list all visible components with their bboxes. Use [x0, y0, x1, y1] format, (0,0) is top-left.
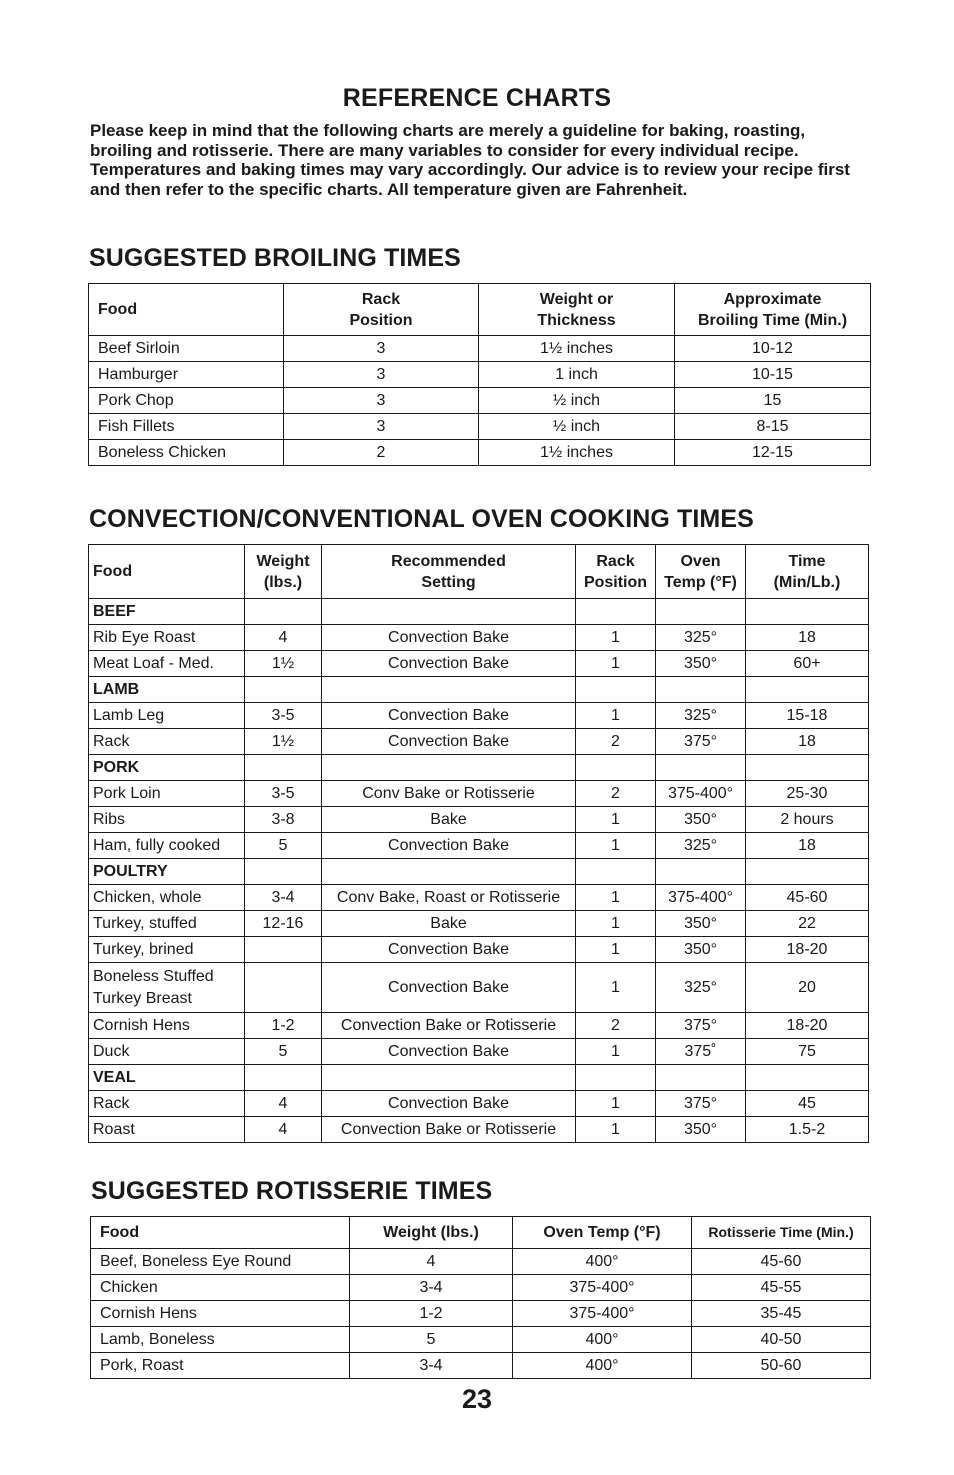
broiling-cell-rack: 3 — [284, 336, 479, 362]
convection-cell-rack: 1 — [576, 963, 656, 1013]
convection-cell-temp: 375-400° — [656, 885, 746, 911]
convection-header-temp: Oven Temp (°F) — [656, 545, 746, 599]
broiling-table — [88, 283, 871, 466]
convection-cell-setting — [322, 1065, 576, 1091]
convection-header-row — [89, 545, 869, 599]
rotisserie-table-row — [91, 1275, 871, 1301]
convection-header-time: Time (Min/Lb.) — [746, 545, 869, 599]
convection-cell-time: 22 — [746, 911, 869, 937]
convection-cell-rack: 2 — [576, 729, 656, 755]
convection-cell-weight — [245, 599, 322, 625]
convection-table-row — [89, 781, 869, 807]
convection-table-row — [89, 1091, 869, 1117]
rotisserie-table-row — [91, 1249, 871, 1275]
rotisserie-cell-temp: 400° — [513, 1249, 692, 1275]
convection-cell-time: 60+ — [746, 651, 869, 677]
convection-cell-time: 18-20 — [746, 937, 869, 963]
convection-cell-time — [746, 677, 869, 703]
convection-header-weight: Weight (lbs.) — [245, 545, 322, 599]
rotisserie-header-food: Food — [91, 1217, 350, 1249]
convection-cell-temp — [656, 677, 746, 703]
convection-cell-time: 45-60 — [746, 885, 869, 911]
convection-cell-weight — [245, 755, 322, 781]
convection-cell-food: Rack — [89, 729, 245, 755]
broiling-cell-time: 10-15 — [675, 362, 871, 388]
convection-cell-time: 75 — [746, 1039, 869, 1065]
rotisserie-title: SUGGESTED ROTISSERIE TIMES — [91, 1177, 493, 1205]
broiling-header-weight: Weight or Thickness — [479, 284, 675, 336]
convection-title: CONVECTION/CONVENTIONAL OVEN COOKING TIMES — [89, 505, 754, 533]
convection-table-row — [89, 963, 869, 1013]
convection-cell-food: Pork Loin — [89, 781, 245, 807]
broiling-cell-weight: 1 inch — [479, 362, 675, 388]
page-number: 23 — [461, 1384, 493, 1414]
broiling-cell-rack: 2 — [284, 440, 479, 466]
convection-cell-setting: Bake — [322, 807, 576, 833]
convection-cell-food: Lamb Leg — [89, 703, 245, 729]
broiling-table-row — [89, 414, 871, 440]
convection-cell-temp: 350° — [656, 1117, 746, 1143]
rotisserie-cell-weight: 5 — [350, 1327, 513, 1353]
convection-cell-temp: 375˚ — [656, 1039, 746, 1065]
convection-cell-temp: 350° — [656, 807, 746, 833]
convection-cell-temp: 375° — [656, 729, 746, 755]
convection-cell-weight: 4 — [245, 625, 322, 651]
convection-cell-temp: 325° — [656, 833, 746, 859]
convection-cell-weight: 5 — [245, 1039, 322, 1065]
convection-cell-food: Chicken, whole — [89, 885, 245, 911]
convection-cell-setting: Convection Bake — [322, 703, 576, 729]
rotisserie-header-temp: Oven Temp (°F) — [513, 1217, 692, 1249]
convection-cell-weight — [245, 677, 322, 703]
rotisserie-cell-food: Pork, Roast — [91, 1353, 350, 1379]
convection-cell-weight — [245, 1065, 322, 1091]
broiling-table-row — [89, 336, 871, 362]
convection-cell-temp: 375-400° — [656, 781, 746, 807]
broiling-header-row — [89, 284, 871, 336]
broiling-title: SUGGESTED BROILING TIMES — [89, 244, 461, 272]
convection-cell-rack: 1 — [576, 1039, 656, 1065]
convection-cell-weight: 4 — [245, 1091, 322, 1117]
convection-cell-rack: 1 — [576, 885, 656, 911]
convection-cell-rack — [576, 755, 656, 781]
convection-cell-rack: 1 — [576, 651, 656, 677]
convection-cell-setting: Convection Bake — [322, 651, 576, 677]
broiling-cell-time: 15 — [675, 388, 871, 414]
convection-cell-weight — [245, 963, 322, 1013]
convection-cell-weight: 3-5 — [245, 781, 322, 807]
convection-cell-food: Boneless Stuffed Turkey Breast — [89, 963, 245, 1013]
rotisserie-table-row — [91, 1327, 871, 1353]
broiling-cell-time: 10-12 — [675, 336, 871, 362]
convection-category-row — [89, 755, 869, 781]
broiling-cell-weight: ½ inch — [479, 388, 675, 414]
broiling-cell-food: Beef Sirloin — [89, 336, 284, 362]
rotisserie-header-weight: Weight (lbs.) — [350, 1217, 513, 1249]
convection-cell-rack: 1 — [576, 807, 656, 833]
convection-cell-time — [746, 599, 869, 625]
convection-cell-temp: 350° — [656, 937, 746, 963]
broiling-cell-time: 8-15 — [675, 414, 871, 440]
convection-cell-setting — [322, 599, 576, 625]
convection-cell-setting: Convection Bake or Rotisserie — [322, 1013, 576, 1039]
convection-category-row — [89, 599, 869, 625]
convection-cell-setting: Conv Bake, Roast or Rotisserie — [322, 885, 576, 911]
rotisserie-cell-temp: 400° — [513, 1327, 692, 1353]
convection-cell-setting: Convection Bake — [322, 1091, 576, 1117]
convection-cell-temp — [656, 755, 746, 781]
convection-cell-time: 18 — [746, 833, 869, 859]
rotisserie-cell-time: 50-60 — [692, 1353, 871, 1379]
broiling-header-food: Food — [89, 284, 284, 336]
convection-table-row — [89, 911, 869, 937]
convection-category-row — [89, 677, 869, 703]
rotisserie-table-row — [91, 1301, 871, 1327]
rotisserie-cell-time: 45-55 — [692, 1275, 871, 1301]
broiling-cell-weight: ½ inch — [479, 414, 675, 440]
convection-cell-temp: 350° — [656, 651, 746, 677]
broiling-table-row — [89, 388, 871, 414]
convection-cell-temp: 375° — [656, 1013, 746, 1039]
convection-cell-temp — [656, 1065, 746, 1091]
convection-cell-food: Rack — [89, 1091, 245, 1117]
convection-cell-time: 25-30 — [746, 781, 869, 807]
convection-table-row — [89, 703, 869, 729]
rotisserie-cell-temp: 375-400° — [513, 1301, 692, 1327]
convection-cell-setting: Convection Bake — [322, 937, 576, 963]
convection-cell-temp: 325° — [656, 625, 746, 651]
convection-cell-time — [746, 1065, 869, 1091]
convection-cell-weight: 5 — [245, 833, 322, 859]
convection-table-row — [89, 807, 869, 833]
convection-table-row — [89, 625, 869, 651]
convection-header-setting: Recommended Setting — [322, 545, 576, 599]
broiling-cell-rack: 3 — [284, 414, 479, 440]
convection-cell-food: POULTRY — [89, 859, 245, 885]
convection-cell-weight — [245, 937, 322, 963]
rotisserie-cell-food: Beef, Boneless Eye Round — [91, 1249, 350, 1275]
convection-cell-food: LAMB — [89, 677, 245, 703]
rotisserie-cell-temp: 400° — [513, 1353, 692, 1379]
convection-cell-rack: 2 — [576, 1013, 656, 1039]
convection-header-rack: Rack Position — [576, 545, 656, 599]
intro-paragraph: Please keep in mind that the following charts are merely a guideline for baking, roasting, broiling and rotisserie. There are many variables to consider for every individual recipe. Temperatures and baking times may vary accordingly. Our advice is to review your recipe first and then refer to the specific charts. All temperature given are Fahrenheit. — [90, 121, 850, 199]
convection-cell-setting: Convection Bake — [322, 963, 576, 1013]
page-title: REFERENCE CHARTS — [342, 84, 612, 112]
convection-cell-setting: Conv Bake or Rotisserie — [322, 781, 576, 807]
convection-cell-time — [746, 755, 869, 781]
convection-cell-weight: 3-8 — [245, 807, 322, 833]
broiling-header-rack: Rack Position — [284, 284, 479, 336]
rotisserie-cell-time: 40-50 — [692, 1327, 871, 1353]
convection-table-row — [89, 885, 869, 911]
convection-cell-weight: 4 — [245, 1117, 322, 1143]
convection-cell-rack: 2 — [576, 781, 656, 807]
convection-cell-rack — [576, 599, 656, 625]
convection-cell-setting: Convection Bake — [322, 1039, 576, 1065]
broiling-cell-weight: 1½ inches — [479, 336, 675, 362]
convection-cell-setting — [322, 859, 576, 885]
convection-cell-temp: 325° — [656, 703, 746, 729]
rotisserie-cell-food: Cornish Hens — [91, 1301, 350, 1327]
convection-cell-weight: 3-4 — [245, 885, 322, 911]
convection-table-row — [89, 1013, 869, 1039]
convection-cell-time: 1.5-2 — [746, 1117, 869, 1143]
broiling-table-row — [89, 440, 871, 466]
convection-cell-food: Roast — [89, 1117, 245, 1143]
convection-cell-rack: 1 — [576, 1091, 656, 1117]
broiling-cell-time: 12-15 — [675, 440, 871, 466]
rotisserie-cell-weight: 3-4 — [350, 1275, 513, 1301]
rotisserie-cell-time: 35-45 — [692, 1301, 871, 1327]
convection-cell-rack: 1 — [576, 625, 656, 651]
convection-cell-food: Ham, fully cooked — [89, 833, 245, 859]
convection-cell-rack: 1 — [576, 833, 656, 859]
broiling-cell-food: Pork Chop — [89, 388, 284, 414]
convection-table-row — [89, 1117, 869, 1143]
broiling-cell-food: Fish Fillets — [89, 414, 284, 440]
convection-category-row — [89, 859, 869, 885]
convection-cell-food: BEEF — [89, 599, 245, 625]
convection-cell-setting: Convection Bake — [322, 833, 576, 859]
convection-cell-rack — [576, 1065, 656, 1091]
convection-cell-rack: 1 — [576, 911, 656, 937]
convection-header-food: Food — [89, 545, 245, 599]
convection-cell-temp: 375° — [656, 1091, 746, 1117]
convection-cell-time: 18-20 — [746, 1013, 869, 1039]
rotisserie-cell-food: Lamb, Boneless — [91, 1327, 350, 1353]
convection-table-row — [89, 833, 869, 859]
convection-cell-setting: Convection Bake — [322, 625, 576, 651]
convection-cell-setting — [322, 677, 576, 703]
convection-cell-temp: 350° — [656, 911, 746, 937]
convection-cell-weight: 1½ — [245, 651, 322, 677]
convection-cell-time: 18 — [746, 729, 869, 755]
rotisserie-cell-time: 45-60 — [692, 1249, 871, 1275]
broiling-cell-weight: 1½ inches — [479, 440, 675, 466]
convection-cell-time: 45 — [746, 1091, 869, 1117]
convection-cell-temp — [656, 599, 746, 625]
rotisserie-cell-weight: 4 — [350, 1249, 513, 1275]
convection-cell-food: Ribs — [89, 807, 245, 833]
convection-cell-rack: 1 — [576, 1117, 656, 1143]
convection-cell-food: Turkey, stuffed — [89, 911, 245, 937]
convection-cell-rack: 1 — [576, 937, 656, 963]
broiling-table-row — [89, 362, 871, 388]
convection-cell-food: Turkey, brined — [89, 937, 245, 963]
broiling-cell-rack: 3 — [284, 362, 479, 388]
convection-cell-weight: 12-16 — [245, 911, 322, 937]
convection-cell-temp — [656, 859, 746, 885]
convection-cell-time: 20 — [746, 963, 869, 1013]
rotisserie-cell-food: Chicken — [91, 1275, 350, 1301]
broiling-cell-food: Boneless Chicken — [89, 440, 284, 466]
convection-cell-food: Rib Eye Roast — [89, 625, 245, 651]
convection-cell-food: Cornish Hens — [89, 1013, 245, 1039]
convection-cell-time: 2 hours — [746, 807, 869, 833]
broiling-cell-food: Hamburger — [89, 362, 284, 388]
convection-cell-temp: 325° — [656, 963, 746, 1013]
convection-cell-food: VEAL — [89, 1065, 245, 1091]
rotisserie-table — [90, 1216, 871, 1379]
convection-cell-food: Duck — [89, 1039, 245, 1065]
convection-category-row — [89, 1065, 869, 1091]
convection-table-row — [89, 651, 869, 677]
convection-cell-food: Meat Loaf - Med. — [89, 651, 245, 677]
convection-cell-weight — [245, 859, 322, 885]
convection-cell-weight: 1-2 — [245, 1013, 322, 1039]
convection-cell-weight: 3-5 — [245, 703, 322, 729]
convection-cell-setting: Convection Bake — [322, 729, 576, 755]
convection-table-row — [89, 937, 869, 963]
broiling-header-time: Approximate Broiling Time (Min.) — [675, 284, 871, 336]
convection-table — [88, 544, 869, 1143]
rotisserie-cell-temp: 375-400° — [513, 1275, 692, 1301]
convection-cell-rack: 1 — [576, 703, 656, 729]
convection-cell-setting: Convection Bake or Rotisserie — [322, 1117, 576, 1143]
rotisserie-cell-weight: 1-2 — [350, 1301, 513, 1327]
convection-cell-setting — [322, 755, 576, 781]
convection-cell-time — [746, 859, 869, 885]
convection-cell-time: 15-18 — [746, 703, 869, 729]
rotisserie-header-time: Rotisserie Time (Min.) — [692, 1217, 871, 1249]
convection-cell-setting: Bake — [322, 911, 576, 937]
rotisserie-cell-weight: 3-4 — [350, 1353, 513, 1379]
convection-table-row — [89, 729, 869, 755]
convection-cell-time: 18 — [746, 625, 869, 651]
rotisserie-table-row — [91, 1353, 871, 1379]
convection-table-row — [89, 1039, 869, 1065]
rotisserie-header-row — [91, 1217, 871, 1249]
broiling-cell-rack: 3 — [284, 388, 479, 414]
convection-cell-food: PORK — [89, 755, 245, 781]
convection-cell-rack — [576, 859, 656, 885]
convection-cell-rack — [576, 677, 656, 703]
convection-cell-weight: 1½ — [245, 729, 322, 755]
